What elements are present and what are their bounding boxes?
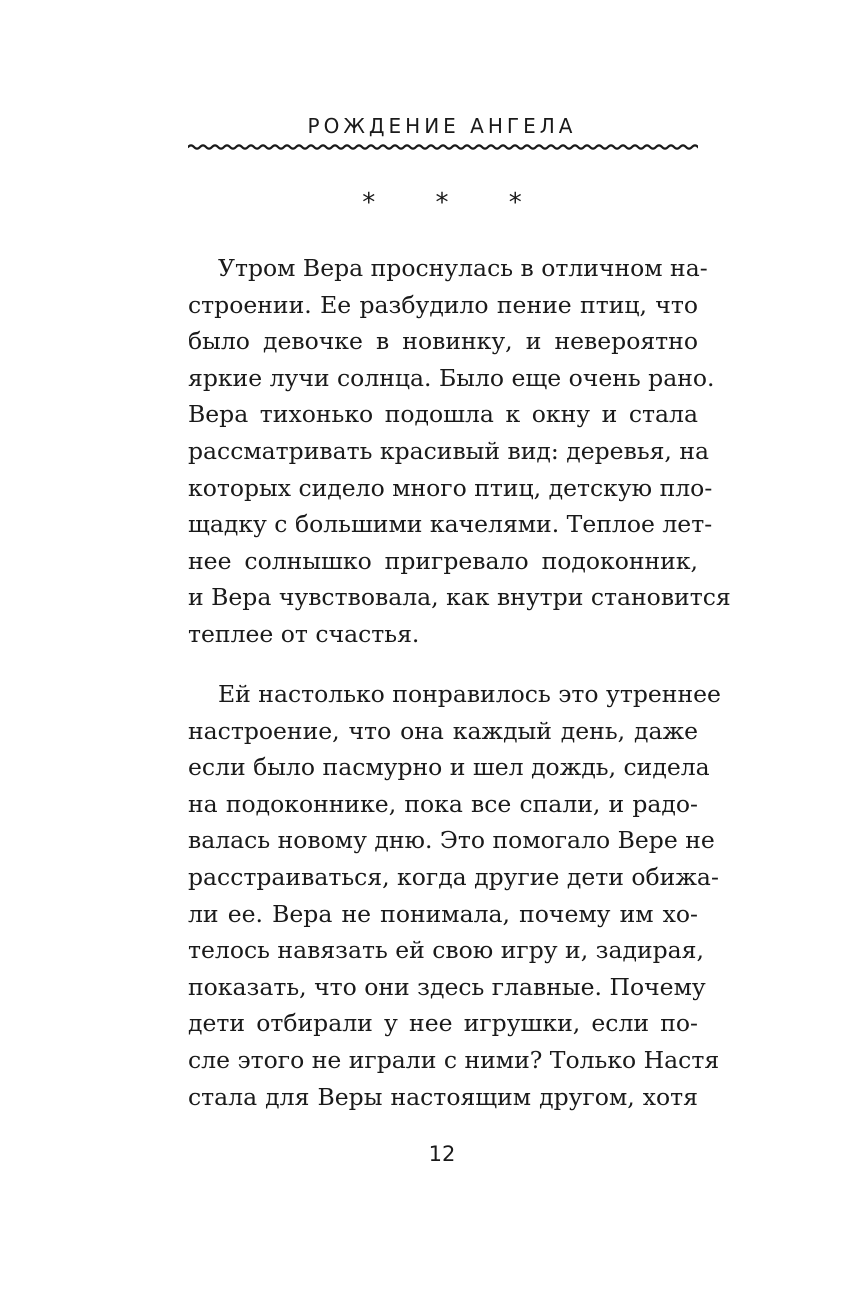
paragraph-line: валась новому дню. Это помогало Вере не — [188, 826, 715, 855]
paragraph-line: стала для Веры настоящим другом, хотя — [188, 1082, 698, 1111]
paragraph-line: расстраиваться, когда другие дети обижа- — [188, 862, 719, 891]
paragraph-line: теплее от счастья. — [188, 619, 420, 648]
paragraph-line: на подоконнике, пока все спали, и радо- — [188, 789, 698, 818]
paragraph-line: было девочке в новинку, и невероятно — [188, 327, 698, 356]
paragraph-line: и Вера чувствовала, как внутри становится — [188, 583, 731, 612]
paragraph-line: которых сидело много птиц, детскую пло- — [188, 473, 713, 502]
paragraph-line: показать, что они здесь главные. Почему — [188, 972, 706, 1001]
paragraph-line: телось навязать ей свою игру и, задирая, — [188, 936, 704, 965]
section-break: * * * — [362, 188, 548, 218]
page-number: 12 — [428, 1142, 456, 1166]
paragraph-line: ли ее. Вера не понимала, почему им хо- — [188, 899, 698, 928]
paragraph-line: настроение, что она каждый день, даже — [188, 716, 698, 745]
paragraph-1 — [188, 250, 731, 653]
paragraph-line: Утром Вера проснулась в отличном на- — [218, 254, 708, 282]
paragraph-line: яркие лучи солнца. Было еще очень рано. — [188, 363, 715, 392]
paragraph-2 — [188, 676, 721, 1115]
paragraph-line: щадку с большими качелями. Теплое лет- — [188, 510, 713, 539]
paragraph-line: Ей настолько понравилось это утреннее — [218, 680, 721, 708]
paragraph-line: рассматривать красивый вид: деревья, на — [188, 436, 710, 465]
paragraph-line: дети отбирали у нее игрушки, если по- — [188, 1009, 698, 1038]
paragraph-line: если было пасмурно и шел дождь, сидела — [188, 753, 710, 782]
paragraph-line: нее солнышко пригревало подоконник, — [188, 546, 698, 575]
paragraph-line: Вера тихонько подошла к окну и стала — [188, 400, 698, 429]
running-title: РОЖДЕНИЕ АНГЕЛА — [307, 114, 577, 138]
wavy-divider — [188, 140, 698, 154]
paragraph-line: строении. Ее разбудило пение птиц, что — [188, 290, 698, 319]
paragraph-line: сле этого не играли с ними? Только Настя — [188, 1045, 720, 1074]
